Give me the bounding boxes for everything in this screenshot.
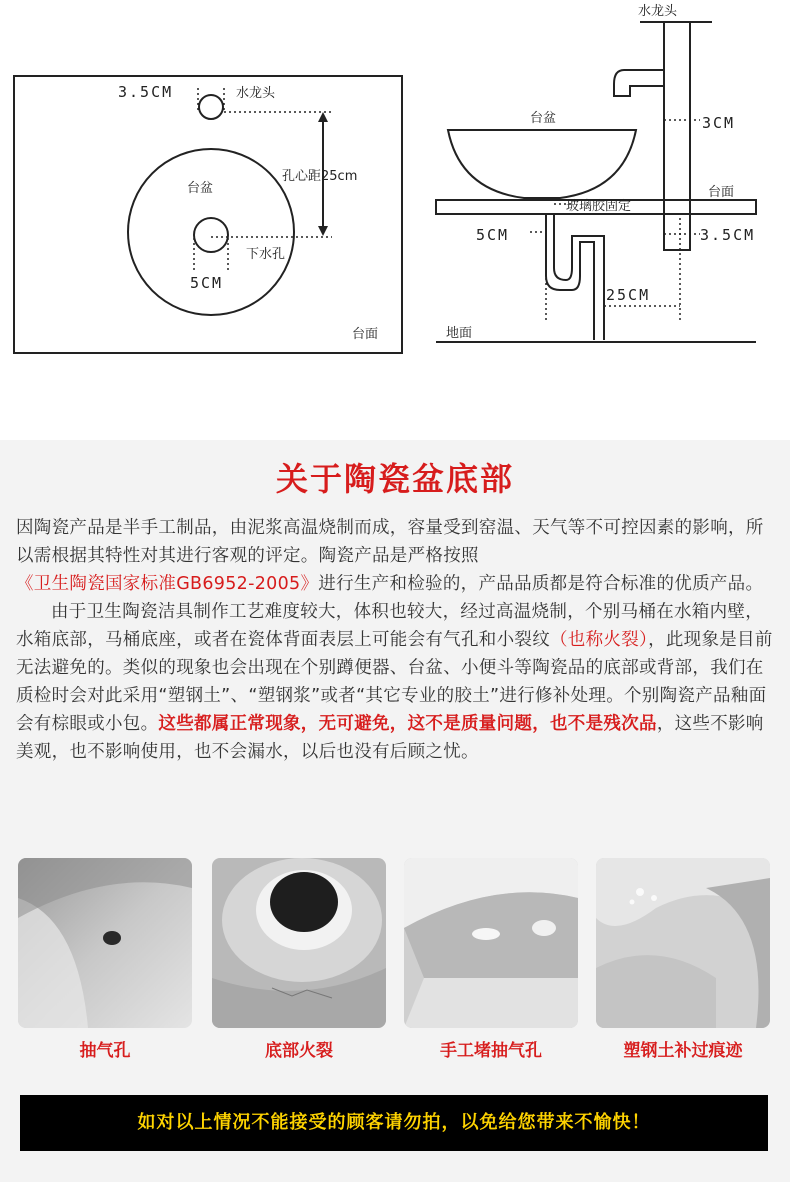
p2-text-b: ，此现象是目前无法避免的。类似的现象也会出现在个别蹲便器、台盆、小便斗等陶瓷品的底部或背部，我们在质检时会对此采用“塑钢土”、“塑钢浆”或者“其它专业的胶土”进行修补处理。个别陶瓷产品釉面会有棕眼或小包。 — [16, 630, 773, 734]
p2-fire-crack-note: （也称火裂） — [550, 630, 649, 650]
top-view-drain-hole — [194, 218, 228, 252]
p2-normal-phenomenon: 这些都属正常现象，无可避免，这不是质量问题，也不是残次品 — [158, 714, 657, 734]
side-glue-label: 玻璃胶固定 — [566, 199, 632, 214]
top-view-diagram — [14, 76, 402, 353]
top-basin-label: 台盆 — [187, 181, 214, 196]
top-drain-dim: 5CM — [190, 274, 224, 292]
p1-text-a: 因陶瓷产品是半手工制品，由泥浆高温烧制而成，容量受到窑温、天气等不可控因素的影响，所以需根据其特性对其进行客观的评定。陶瓷产品是严格按照 — [16, 518, 764, 566]
side-counter-label: 台面 — [708, 185, 735, 200]
top-hole-distance: 孔心距25cm — [282, 169, 358, 184]
info-paragraph-2 — [16, 598, 776, 766]
ceramic-info-section — [0, 440, 790, 1182]
caption-repair-mark: 塑钢土补过痕迹 — [623, 1041, 743, 1061]
p2-text-c: ，这些不影响美观，也不影响使用，也不会漏水，以后也没有后顾之忧。 — [16, 714, 764, 762]
photo-repair-mark — [596, 858, 770, 1028]
diagram-svg — [0, 0, 790, 420]
side-basin-label: 台盆 — [530, 111, 557, 126]
p1-standard-ref: 《卫生陶瓷国家标准GB6952-2005》 — [16, 574, 319, 594]
top-faucet-dim: 3.5CM — [118, 83, 174, 101]
top-faucet-label: 水龙头 — [236, 86, 276, 101]
defect-photos — [18, 858, 774, 1061]
photo-air-hole — [18, 858, 192, 1028]
caption-air-hole: 抽气孔 — [79, 1041, 131, 1061]
info-title: 关于陶瓷盆底部 — [275, 460, 514, 498]
caption-plugged-air-hole: 手工堵抽气孔 — [440, 1041, 542, 1061]
purchase-notice-bar: 如对以上情况不能接受的顾客请勿拍，以免给您带来不愉快！ — [20, 1095, 768, 1151]
side-view-diagram — [436, 22, 756, 342]
top-view-faucet-hole — [199, 95, 223, 119]
top-view-counter-outline — [14, 76, 402, 353]
side-drain-dim: 5CM — [476, 226, 510, 244]
info-paragraph-1 — [16, 514, 776, 598]
side-pipe-distance: 25CM — [606, 286, 651, 304]
photo-plugged-air-hole — [404, 858, 578, 1028]
info-body — [16, 514, 776, 766]
side-faucet-height: 3CM — [702, 114, 736, 132]
side-faucet-label: 水龙头 — [638, 4, 678, 19]
side-faucet-hole-dim: 3.5CM — [700, 226, 756, 244]
installation-diagrams — [0, 0, 790, 420]
photo-bottom-fire-crack — [212, 858, 386, 1028]
top-drain-label: 下水孔 — [246, 247, 286, 262]
top-counter-label: 台面 — [352, 327, 379, 342]
caption-bottom-fire-crack: 底部火裂 — [265, 1041, 333, 1061]
p1-text-b: 进行生产和检验的，产品品质都是符合标准的优质产品。 — [318, 574, 764, 594]
side-floor-label: 地面 — [446, 326, 473, 341]
side-faucet-pillar — [664, 22, 690, 250]
side-faucet-spout — [614, 70, 664, 96]
side-basin-bowl — [448, 130, 636, 198]
p2-text-a: 由于卫生陶瓷洁具制作工艺难度较大，体积也较大，经过高温烧制，个别马桶在水箱内壁，水箱底部，马桶底座，或者在瓷体背面表层上可能会有气孔和小裂纹 — [16, 602, 763, 650]
